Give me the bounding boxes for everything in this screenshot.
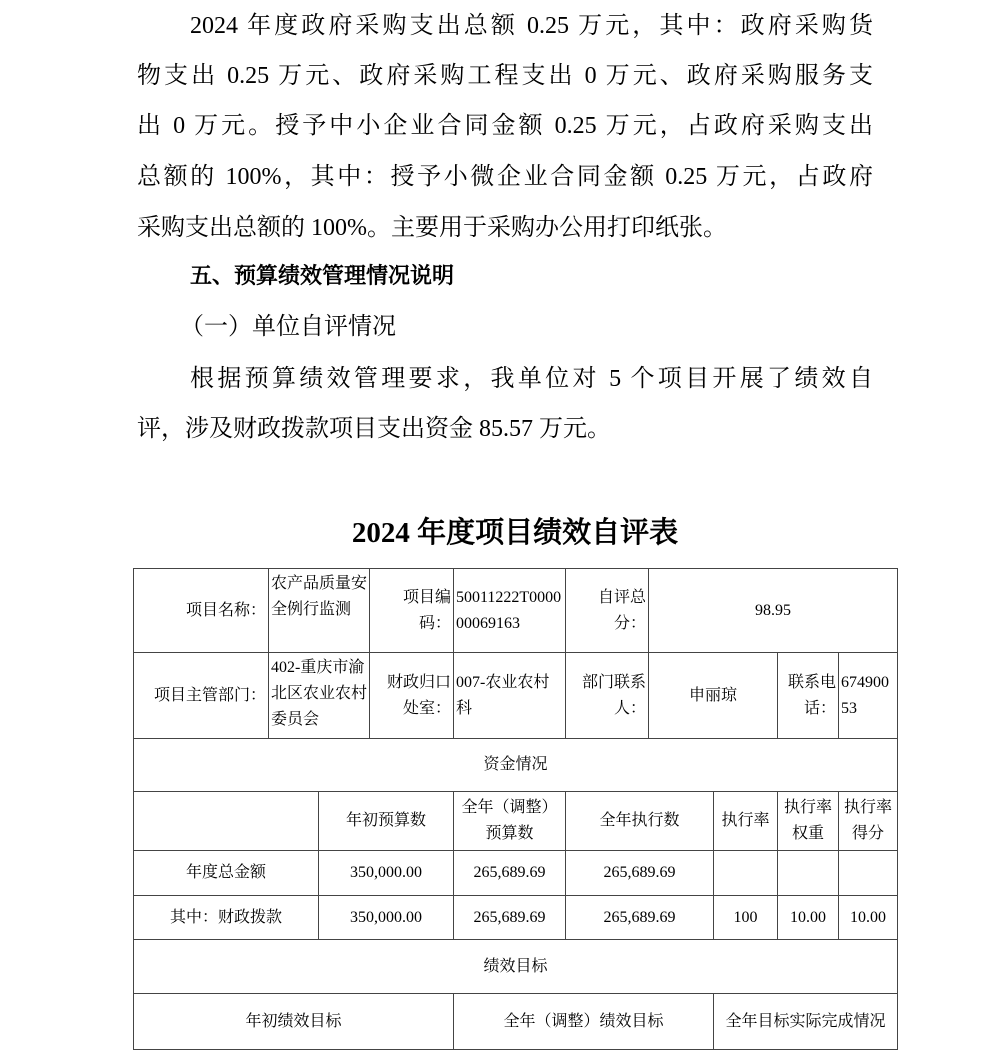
cell	[713, 850, 778, 896]
row-label: 年度总金额	[133, 850, 319, 896]
goal-col-header: 全年（调整）绩效目标	[453, 993, 714, 1050]
section-heading: 五、预算绩效管理情况说明	[190, 264, 455, 289]
dept-label: 项目主管部门：	[133, 652, 269, 739]
goals-header: 绩效目标	[133, 939, 898, 994]
contact-value: 申丽琼	[648, 652, 778, 739]
cell: 265,689.69	[565, 895, 714, 940]
goal-col-header: 年初绩效目标	[133, 993, 454, 1050]
phone-value: 67490053	[838, 652, 898, 739]
table-title: 2024 年度项目绩效自评表	[351, 517, 679, 549]
finance-label: 财政归口处室：	[369, 652, 454, 739]
col-header: 执行率得分	[838, 791, 898, 851]
phone-label: 联系电话：	[777, 652, 839, 739]
cell: 265,689.69	[453, 895, 566, 940]
project-name-label: 项目名称：	[133, 568, 269, 653]
paragraph-line: 2024 年度政府采购支出总额 0.25 万元，其中：政府采购货	[190, 13, 873, 39]
contact-label: 部门联系人：	[565, 652, 649, 739]
cell: 10.00	[777, 895, 839, 940]
cell: 350,000.00	[318, 850, 454, 896]
paragraph-line: 出 0 万元。授予中小企业合同金额 0.25 万元，占政府采购支出	[137, 113, 873, 139]
paragraph-line: 评，涉及财政拨款项目支出资金 85.57 万元。	[137, 416, 611, 442]
funds-header: 资金情况	[133, 738, 898, 792]
score-label: 自评总分：	[565, 568, 649, 653]
paragraph-line: 物支出 0.25 万元、政府采购工程支出 0 万元、政府采购服务支	[137, 63, 873, 89]
paragraph-line: 根据预算绩效管理要求，我单位对 5 个项目开展了绩效自	[190, 366, 873, 392]
goal-col-header: 全年目标实际完成情况	[713, 993, 898, 1050]
dept-value: 402-重庆市渝北区农业农村委员会	[268, 652, 370, 739]
cell: 265,689.69	[565, 850, 714, 896]
blank-header	[133, 791, 319, 851]
col-header: 执行率	[713, 791, 778, 851]
paragraph-line: 总额的 100%，其中：授予小微企业合同金额 0.25 万元，占政府	[137, 164, 873, 190]
col-header: 全年执行数	[565, 791, 714, 851]
row-label: 其中：财政拨款	[133, 895, 319, 940]
project-code-label: 项目编码：	[369, 568, 454, 653]
subsection-heading: （一）单位自评情况	[180, 314, 396, 340]
project-code: 50011222T000000069163	[453, 568, 566, 653]
col-header: 年初预算数	[318, 791, 454, 851]
col-header: 全年（调整）预算数	[453, 791, 566, 851]
score-value: 98.95	[648, 568, 898, 653]
project-name: 农产品质量安全例行监测	[268, 568, 370, 653]
cell: 100	[713, 895, 778, 940]
cell: 350,000.00	[318, 895, 454, 940]
cell	[777, 850, 839, 896]
paragraph-line: 采购支出总额的 100%。主要用于采购办公用打印纸张。	[137, 215, 727, 241]
col-header: 执行率权重	[777, 791, 839, 851]
cell: 10.00	[838, 895, 898, 940]
cell: 265,689.69	[453, 850, 566, 896]
cell	[838, 850, 898, 896]
finance-value: 007-农业农村科	[453, 652, 566, 739]
